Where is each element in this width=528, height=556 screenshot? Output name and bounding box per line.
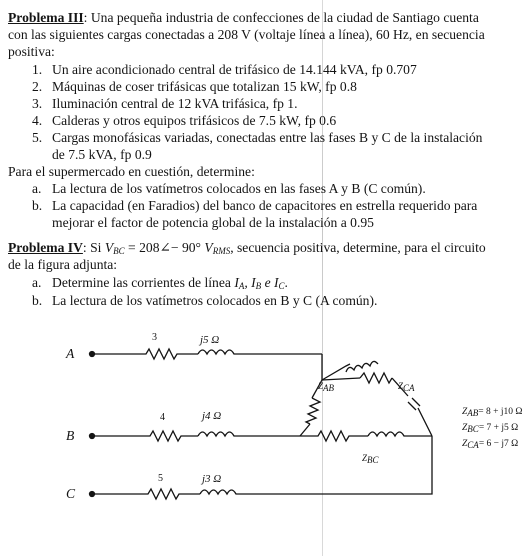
voltage-unit-sub: RMS (212, 246, 231, 256)
zca-subscript: CA (403, 383, 415, 393)
problem3-question-b: La capacidad (en Faradios) del banco de capacitores en estrella requerido para (52, 198, 478, 213)
label-c: C (66, 486, 76, 501)
zab-label (318, 378, 334, 396)
zab-value-symbol: Z (462, 407, 468, 417)
zbc-subscript: BC (367, 455, 379, 465)
current-ia: $I_A$, $I_B$ e $I_C$ (234, 275, 285, 291)
resistor-c (92, 489, 200, 499)
zca-label (398, 378, 415, 396)
problem3-title: Problema III (8, 10, 84, 25)
zbc-value-subscript: BC (467, 424, 479, 434)
resistance-a: 3 (152, 332, 157, 343)
problem3-intro-3: positiva: (8, 44, 55, 59)
load-item-4: Calderas y otros equipos trifásicos de 7.5 kW, fp 0.6 (52, 113, 337, 128)
load-item-3: Iluminación central de 12 kVA trifásica, fp 1. (52, 96, 298, 111)
problem4-title: Problema IV (8, 240, 83, 255)
problem3-intro-2: con las siguientes cargas conectadas a 208 V (voltaje línea a línea), 60 Hz, en secuencia (8, 27, 485, 42)
question-num: b. (32, 293, 43, 308)
problem4-question-b: La lectura de los vatímetros colocados en B y C (A común). (52, 293, 378, 308)
question-a-text: Determine las corrientes de línea (52, 275, 235, 290)
zab-resistor (306, 398, 320, 424)
zbc-resistor (300, 431, 368, 441)
zbc-symbol: Z (362, 453, 368, 463)
problem3-question-a: La lectura de los vatímetros colocados en las fases A y B (C común). (52, 181, 426, 196)
question-num: a. (32, 275, 42, 290)
load-item-5: Cargas monofásicas variadas, conectadas entre las fases B y C de la instalación (52, 130, 483, 145)
problem4-intro-post: , secuencia positiva, determine, para el circuito (230, 240, 486, 255)
load-item-num: 2. (32, 79, 43, 94)
load-item-num: 3. (32, 96, 43, 111)
zab-symbol: Z (318, 381, 324, 391)
load-item-1: Un aire acondicionado central de trifásico de 14.144 kVA, fp 0.707 (52, 62, 417, 77)
load-item-5-cont: de 7.5 kVA, fp 0.9 (52, 147, 152, 162)
question-num: a. (32, 181, 42, 196)
zbc-inductor (368, 432, 432, 436)
resistor-b (92, 431, 198, 441)
load-item-2: Máquinas de coser trifásicas que totalizan 15 kW, fp 0.8 (52, 79, 357, 94)
resistance-c: 5 (158, 473, 163, 484)
zca-symbol: Z (398, 381, 404, 391)
load-item-num: 4. (32, 113, 43, 128)
load-item-num: 5. (32, 130, 43, 145)
inductor-c (200, 436, 432, 494)
zab-subscript: AB (323, 383, 335, 393)
reactance-a: j5 Ω (200, 334, 220, 346)
zab-inductor (346, 361, 378, 372)
inductor-b (198, 432, 300, 436)
voltage-unit: V (204, 240, 213, 255)
question-num: b. (32, 198, 43, 213)
problem3-intro-1: : Una pequeña industria de confecciones de la ciudad de Santiago cuenta (83, 10, 479, 25)
impedance-value-bc (462, 420, 518, 437)
zca-resistor (360, 373, 392, 383)
zab-value-subscript: AB (467, 408, 479, 418)
zca-value-symbol: Z (462, 439, 468, 449)
voltage-value: = 208∠− 90° (124, 240, 205, 255)
label-a: A (66, 346, 75, 361)
zca-value: = 6 − j7 Ω (478, 439, 519, 449)
problem4-intro-2: de la figura adjunta: (8, 257, 118, 272)
reactance-b: j4 Ω (202, 410, 222, 422)
problem3-determine: Para el supermercado en cuestión, determine: (8, 164, 255, 179)
zbc-value-symbol: Z (462, 423, 468, 433)
voltage-subscript: BC (113, 246, 125, 256)
problem3-question-b-cont: mejorar el factor de potencia global de la instalación a 0.95 (52, 215, 374, 230)
impedance-value-ca (462, 436, 518, 453)
question-a-end: . (284, 275, 288, 290)
impedance-value-ab (462, 404, 522, 421)
zca-value-subscript: CA (467, 440, 479, 450)
resistor-a (92, 349, 198, 359)
reactance-c: j3 Ω (202, 473, 222, 485)
load-item-num: 1. (32, 62, 43, 77)
resistance-b: 4 (160, 412, 165, 423)
label-b: B (66, 428, 75, 443)
zbc-label (362, 450, 379, 468)
zbc-value: = 7 + j5 Ω (478, 423, 519, 433)
voltage-symbol: V (104, 240, 114, 255)
inductor-a (198, 350, 322, 354)
problem4-intro-pre: : Si (82, 240, 105, 255)
zab-value: = 8 + j10 Ω (478, 407, 523, 417)
